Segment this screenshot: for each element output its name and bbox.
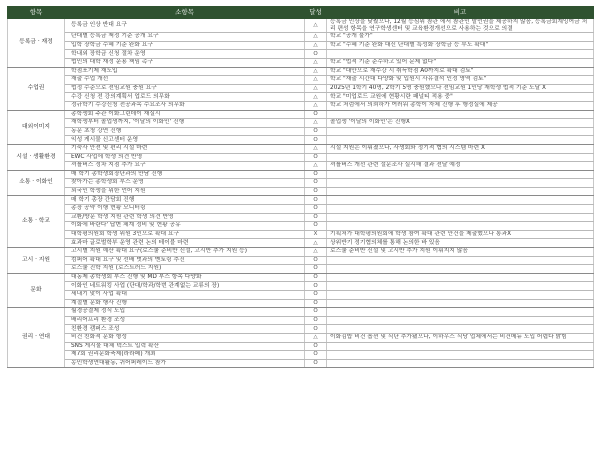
status-cell: △	[305, 248, 327, 257]
table-row	[8, 291, 594, 300]
status-cell: △	[305, 119, 327, 128]
note-cell	[327, 110, 594, 119]
note-cell: 셔틀버스 개선 관련 설문조사 실시해 결과 전달 예정	[327, 162, 594, 171]
status-cell: O	[305, 222, 327, 231]
item-cell: 대학평의원회 학생 위원 3인으로 확대 요구	[65, 230, 305, 239]
category-cell: 권리 · 연대	[8, 308, 65, 368]
note-cell: 시설 지원은 이뤄졌으나, 사생회와 정기적 협의 시스템 마련 X	[327, 144, 594, 153]
table-row	[8, 205, 594, 214]
table-row	[8, 196, 594, 205]
note-cell: 학교 "공개 불가"	[327, 33, 594, 42]
note-cell	[327, 50, 594, 59]
table-row	[8, 179, 594, 188]
note-cell: 학교 "대안으로 재수강 시 취득학점 A0까지로 확대 검토"	[327, 67, 594, 76]
status-cell: △	[305, 58, 327, 67]
note-cell	[327, 325, 594, 334]
table-row	[8, 136, 594, 145]
table-row	[8, 170, 594, 179]
status-cell: △	[305, 33, 327, 42]
item-cell: 매 학기 총학생회장단과의 만남 진행	[65, 170, 305, 179]
status-cell: O	[305, 291, 327, 300]
table-row	[8, 333, 594, 342]
status-cell: △	[305, 333, 327, 342]
status-cell: O	[305, 50, 327, 59]
table-row	[8, 308, 594, 317]
status-cell: O	[305, 299, 327, 308]
table-row	[8, 110, 594, 119]
status-cell: △	[305, 162, 327, 171]
note-cell	[327, 359, 594, 368]
note-cell	[327, 351, 594, 360]
table-row	[8, 101, 594, 110]
status-cell: O	[305, 265, 327, 274]
category-cell: 문화	[8, 273, 65, 307]
table-row	[8, 33, 594, 42]
status-cell: O	[305, 308, 327, 317]
note-cell: 학교 "법적 기준 준수하고 있어 문제 없다"	[327, 58, 594, 67]
item-cell: 계절별 문화 행사 진행	[65, 299, 305, 308]
table-row	[8, 76, 594, 85]
item-cell: 고시별 지원 예산 확대 요구(로스쿨 준비반 신설, 고시반 추가 지원 등)	[65, 248, 305, 257]
item-cell: 월경공결제 정식 도입	[65, 308, 305, 317]
item-cell: 배리어프리 환경 조성	[65, 316, 305, 325]
status-cell: O	[305, 179, 327, 188]
item-cell: 학점포기제 재도입	[65, 67, 305, 76]
note-cell	[327, 291, 594, 300]
table-row	[8, 282, 594, 291]
header-status: 달성	[305, 7, 327, 19]
status-cell: O	[305, 351, 327, 360]
pledge-status-document	[7, 6, 593, 368]
note-cell: 학교 "재출 시간대 다양화 및 입원시 사유결석 인정 영역 검토"	[327, 76, 594, 85]
note-cell	[327, 213, 594, 222]
status-cell: △	[305, 239, 327, 248]
note-cell: 졸업생 '이달의 이화인'은 진행X	[327, 119, 594, 128]
status-cell: △	[305, 144, 327, 153]
note-cell: 이화김밥 비건 옵션 및 식단 추가됐으나, 이하우스 식당 업체에서는 비건메뉴 도입 어렵다 밝힘	[327, 333, 594, 342]
note-cell	[327, 187, 594, 196]
item-cell: 등록금 인상 반대 요구	[65, 19, 305, 33]
item-cell: 제7회 권리문화축제(라라페) 개최	[65, 351, 305, 360]
item-cell: 단대별 등록금 책정 기준 공개 요구	[65, 33, 305, 42]
note-cell	[327, 170, 594, 179]
note-cell	[327, 196, 594, 205]
status-cell: X	[305, 230, 327, 239]
category-cell: 소통 · 학교	[8, 196, 65, 248]
table-row	[8, 230, 594, 239]
item-cell: 찾아가는 총학생회 부스 운영	[65, 179, 305, 188]
note-cell	[327, 299, 594, 308]
item-cell: 이화인 네트워킹 사업 (단대/학과/학번 관계없는 교류의 장)	[65, 282, 305, 291]
category-cell: 시설 · 생활환경	[8, 144, 65, 170]
status-cell: △	[305, 101, 327, 110]
table-row	[8, 50, 594, 59]
note-cell	[327, 256, 594, 265]
status-cell: O	[305, 359, 327, 368]
header-note: 비고	[327, 7, 594, 19]
item-cell: 친환경 캠퍼스 조성	[65, 325, 305, 334]
table-row	[8, 153, 594, 162]
note-cell	[327, 222, 594, 231]
status-cell: △	[305, 67, 327, 76]
note-cell: 2025년 1학기 40명, 2학기 5명 충원했으나 전임교원 1인당 재학생 법적 기준 도달 X	[327, 84, 594, 93]
note-cell: 학교 처럼에서 의뢰하가 여러워 총학이 자체 진행 후 행정실에 제공	[327, 101, 594, 110]
item-cell: 총장 공약 이행 현황 모니터링	[65, 205, 305, 214]
item-cell: 교환/방문 학생 지원 관련 학생 의견 반영	[65, 213, 305, 222]
item-cell: 동문 초청 강연 진행	[65, 127, 305, 136]
item-cell: 법정 수준으로 전임교원 충원 요구	[65, 84, 305, 93]
table-row	[8, 342, 594, 351]
note-cell	[327, 316, 594, 325]
item-cell: 총학생회 주관 이화그린데이 재실시	[65, 110, 305, 119]
note-cell: 기획처가 대학평의원회에 학생 참여 확대 관련 안건을 제출했으나 통과X	[327, 230, 594, 239]
item-cell: 재출 수업 개선	[65, 76, 305, 85]
status-cell: △	[305, 93, 327, 102]
status-cell: O	[305, 187, 327, 196]
status-cell: △	[305, 76, 327, 85]
note-cell	[327, 265, 594, 274]
status-cell: O	[305, 342, 327, 351]
item-cell: 정규학기 수강신청 전공과목 수요조사 의무화	[65, 101, 305, 110]
status-cell: O	[305, 282, 327, 291]
pledge-status-table	[7, 6, 594, 368]
table-row	[8, 84, 594, 93]
table-row	[8, 222, 594, 231]
table-row	[8, 299, 594, 308]
table-row	[8, 67, 594, 76]
table-row	[8, 213, 594, 222]
status-cell: O	[305, 273, 327, 282]
item-cell: 기숙사 안전 및 편리 시설 마련	[65, 144, 305, 153]
table-row	[8, 316, 594, 325]
table-row	[8, 239, 594, 248]
status-cell: O	[305, 153, 327, 162]
item-cell: 로스쿨 진학 지원 (로스트러드 지원)	[65, 265, 305, 274]
category-cell: 수업권	[8, 67, 65, 110]
table-row	[8, 58, 594, 67]
note-cell: 로스쿨 준비반 신설 및 고시반 추가 지원 이뤄지지 않음	[327, 248, 594, 257]
item-cell: 세내기 맞이 사업 확대	[65, 291, 305, 300]
table-header-row	[8, 7, 594, 19]
status-cell: O	[305, 316, 327, 325]
item-cell: 매 학기 총장 간담회 진행	[65, 196, 305, 205]
item-cell: 재학생부터 졸업생까지, '이달의 이화인' 진행	[65, 119, 305, 128]
status-cell: O	[305, 325, 327, 334]
note-cell: 상위반기 정기협의체를 통해 논의한 바 있음	[327, 239, 594, 248]
table-row	[8, 144, 594, 153]
note-cell	[327, 308, 594, 317]
table-row	[8, 256, 594, 265]
item-cell: 입학 장학금 수혜 기준 완화 요구	[65, 41, 305, 50]
item-cell: 법인의 대학 재정 운용 책임 촉구	[65, 58, 305, 67]
status-cell: O	[305, 170, 327, 179]
status-cell: O	[305, 110, 327, 119]
table-row	[8, 93, 594, 102]
note-cell: 학교 "수혜 기준 완화 대신 단대별 특성화 장학금 등 부도 확대"	[327, 41, 594, 50]
category-cell: 등록금 · 재정	[8, 19, 65, 68]
note-cell	[327, 136, 594, 145]
status-cell: △	[305, 19, 327, 33]
header-category: 항목	[8, 7, 65, 19]
note-cell	[327, 153, 594, 162]
table-row	[8, 41, 594, 50]
item-cell: 컴퍼어 확대 요구 및 선배 벗과의 멘토링 추진	[65, 256, 305, 265]
item-cell: EWC 사업에 학생 의견 반영	[65, 153, 305, 162]
item-cell: 대동제 총학생회 부스 진행 및 MD 부스 항목 다양화	[65, 273, 305, 282]
category-cell: 소통 · 이화인	[8, 170, 65, 196]
item-cell: 셔틀버스 정차 지점 추가 요구	[65, 162, 305, 171]
table-row	[8, 359, 594, 368]
table-body	[8, 19, 594, 368]
status-cell: O	[305, 196, 327, 205]
table-row	[8, 119, 594, 128]
note-cell: 학교 "미업로드 교원에 현황시란 패널티 적용 중"	[327, 93, 594, 102]
status-cell: △	[305, 41, 327, 50]
item-cell: 학내외 장학금 신청 절차 운영	[65, 50, 305, 59]
category-cell: 고시 · 지원	[8, 248, 65, 274]
note-cell	[327, 127, 594, 136]
table-row	[8, 248, 594, 257]
header-item: 소항목	[65, 7, 305, 19]
item-cell: 외국인 학생을 위한 언어 지원	[65, 187, 305, 196]
table-row	[8, 162, 594, 171]
note-cell: 등록금 인상을 낮췄으나, 12월 등심위 참관 에서 참관인 발언권을 제공하지 않음, 등록금회계잉여금 처리 편성 항목을 연구학생센터 및 교육환경개선으로 사용하는 것으로 의결	[327, 19, 594, 33]
table-row	[8, 273, 594, 282]
table-row	[8, 351, 594, 360]
note-cell	[327, 342, 594, 351]
table-row	[8, 127, 594, 136]
note-cell	[327, 205, 594, 214]
status-cell: O	[305, 136, 327, 145]
category-cell: 대외이미지	[8, 110, 65, 144]
status-cell: O	[305, 205, 327, 214]
item-cell: 농민학생연대활동, 퀴어퍼레이드 참가	[65, 359, 305, 368]
table-row	[8, 19, 594, 33]
status-cell: O	[305, 256, 327, 265]
item-cell: 효과마 글로벌학부 운영 관련 논의 테이블 마련	[65, 239, 305, 248]
note-cell	[327, 179, 594, 188]
note-cell	[327, 282, 594, 291]
item-cell: 비건 친화적 문화 형성	[65, 333, 305, 342]
item-cell: 수강 신청 전 강의계획서 업로드 의무화	[65, 93, 305, 102]
status-cell: O	[305, 213, 327, 222]
item-cell: SNS 게시물 대체 텍스트 입력 확산	[65, 342, 305, 351]
table-row	[8, 187, 594, 196]
status-cell: △	[305, 84, 327, 93]
item-cell: 익성 게시물 신고센터 운영	[65, 136, 305, 145]
item-cell: 이화에 바란다' 답변 체계 정비 및 현황 공유	[65, 222, 305, 231]
status-cell: O	[305, 127, 327, 136]
table-row	[8, 265, 594, 274]
note-cell	[327, 273, 594, 282]
table-row	[8, 325, 594, 334]
